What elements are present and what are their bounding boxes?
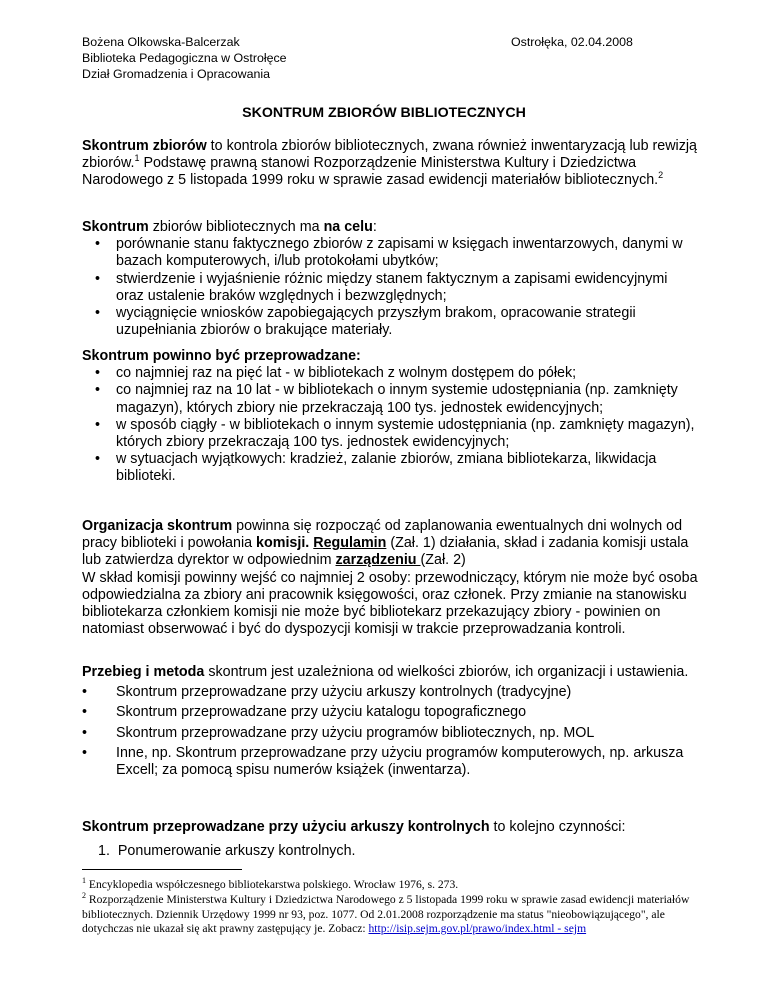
list-item: [82, 365, 698, 382]
zarzadzenie-link[interactable]: zarządzeniu: [335, 552, 421, 569]
method-section: [82, 664, 698, 782]
footnote-divider: [82, 869, 242, 870]
method-list: [82, 684, 698, 779]
list-item: [82, 305, 698, 339]
list-item: [82, 382, 698, 416]
goal-emphasis: na celu: [323, 219, 373, 235]
list-item-text: Skontrum przeprowadzane przy użyciu arkuszy kontrolnych (tradycyjne): [116, 684, 572, 701]
when-list: [82, 365, 698, 485]
bullet-icon: •: [82, 684, 88, 701]
list-item: [82, 745, 698, 779]
intro-text-1: to kontrola zbiorów bibliotecznych, zwana również inwentaryzacją lub rewizją zbiorów.: [82, 138, 697, 172]
footnote-ref-1[interactable]: 1: [134, 153, 140, 164]
goal-term: Skontrum: [82, 219, 149, 235]
list-item: [82, 417, 698, 451]
footnote-1: [82, 878, 702, 893]
bullet-icon: •: [95, 416, 101, 433]
method-text: skontrum jest uzależniona od wielkości zbiorów, ich organizacji i ustawienia.: [204, 664, 689, 680]
bullet-icon: •: [82, 704, 88, 721]
regulamin-link[interactable]: Regulamin: [313, 535, 387, 552]
list-item: [82, 843, 698, 860]
list-item-text: w sytuacjach wyjątkowych: kradzież, zalanie zbiorów, zmiana bibliotekarza, likwidacja biblioteki.: [116, 451, 657, 485]
list-item: [82, 271, 698, 305]
intro-term: Skontrum zbiorów: [82, 138, 207, 154]
list-item-text: stwierdzenie i wyjaśnienie różnic między stanem faktycznym a zapisami ewidencyjnymi oraz ustalenie braków względnych i bezwzględnych;: [116, 270, 668, 304]
footnote-ref-2[interactable]: 2: [658, 170, 664, 181]
bullet-icon: •: [95, 236, 101, 253]
method-term: Przebieg i metoda: [82, 664, 205, 680]
sender-block: [82, 34, 287, 82]
when-section: [82, 348, 698, 486]
goal-section: [82, 219, 698, 339]
steps-term: Skontrum przeprowadzane przy użyciu arkuszy kontrolnych: [82, 819, 490, 835]
list-item-text: co najmniej raz na pięć lat - w bibliotekach z wolnym dostępem do półek;: [116, 365, 577, 382]
sejm-link[interactable]: http://isip.sejm.gov.pl/prawo/index.html - sejm: [368, 922, 587, 936]
list-item-text: Skontrum przeprowadzane przy użyciu programów bibliotecznych, np. MOL: [116, 724, 595, 741]
author-name: Bożena Olkowska-Balcerzak: [82, 35, 240, 49]
bullet-icon: •: [95, 305, 101, 322]
steps-text: to kolejno czynności:: [489, 819, 626, 835]
org-term: Organizacja skontrum: [82, 518, 233, 534]
place-date: Ostrołęka, 02.04.2008: [511, 35, 633, 49]
intro-paragraph: [82, 138, 698, 190]
institution-name: Biblioteka Pedagogiczna w Ostrołęce: [82, 51, 287, 65]
org-paragraph-2: W skład komisji powinny wejść co najmniej 2 osoby: przewodniczący, którym nie może być osoba odpowiedzialna za zbiory ani pracownik księgowości, oraz członek. Przy zmianie na stanowisku bibliotekarza członkiem komisji nie może być bibliotekarz przekazujący zbiory - powinien on natomiast obserwować i być do dyspozycji komisji w trakcie przeprowadzania kontroli.: [82, 569, 698, 638]
footnote-text: Encyklopedia współczesnego bibliotekarstwa polskiego. Wrocław 1976, s. 273.: [86, 878, 459, 891]
list-item: [82, 684, 698, 701]
footnote-2: [82, 893, 702, 937]
list-item-text: Skontrum przeprowadzane przy użyciu katalogu topograficznego: [116, 704, 527, 721]
when-heading: Skontrum powinno być przeprowadzane:: [82, 348, 361, 364]
list-item: [82, 725, 698, 742]
department-name: Dział Gromadzenia i Opracowania: [82, 67, 271, 81]
goal-text-2: :: [372, 219, 377, 235]
bullet-icon: •: [82, 744, 88, 761]
list-item: [82, 236, 698, 270]
org-text-3: (Zał. 1) działania, skład i zadania komisji ustala lub zatwierdza dyrektor w odpowiednim: [82, 535, 689, 569]
list-item-text: porównanie stanu faktycznego zbiorów z zapisami w księgach inwentarzowych, danymi w bazach komputerowych, i/lub protokołami ubytków;: [116, 236, 683, 270]
list-item: [82, 704, 698, 721]
document-title: SKONTRUM ZBIORÓW BIBLIOTECZNYCH: [242, 105, 526, 121]
step-text: Ponumerowanie arkuszy kontrolnych.: [117, 843, 356, 860]
goal-list: [82, 236, 698, 339]
bullet-icon: •: [95, 365, 101, 382]
footnote-number: 1: [82, 876, 86, 886]
org-text-1: powinna się rozpocząć od zaplanowania ewentualnych dni wolnych od pracy biblioteki i powołania: [82, 518, 683, 552]
list-item-text: Inne, np. Skontrum przeprowadzane przy użyciu programów komputerowych, np. arkusza Excell; za pomocą spisu numerów książek (inwentarza).: [116, 744, 684, 779]
organization-section: [82, 518, 698, 638]
footnote-number: 2: [82, 891, 86, 901]
list-item-text: wyciągnięcie wniosków zapobiegających przyszłym brakom, opracowanie strategii uzupełniania zbiorów o brakujące materiały.: [116, 305, 636, 339]
org-commission: komisji.: [256, 535, 310, 552]
bullet-icon: •: [82, 724, 88, 741]
footnote-text: Rozporządzenie Ministerstwa Kultury i Dziedzictwa Narodowego z 5 listopada 1999 roku w sprawie zasad ewidencji materiałów bibliotecznych. Dziennik Urzędowy 1999 nr 93, poz. 1077. Od 2.01.2008 rozporządzenie ma status "nieobowiązującego", ale dotychczas nie ukazał się akt prawny zastępujący je. Zobacz:: [82, 893, 690, 936]
intro-text-2: Podstawę prawną stanowi Rozporządzenie Ministerstwa Kultury i Dziedzictwa Narodowego z 5 listopada 1999 roku w sprawie zasad ewidencji materiałów bibliotecznych.: [82, 155, 659, 189]
bullet-icon: •: [95, 270, 101, 287]
list-item: [82, 451, 698, 485]
goal-text-1: zbiorów bibliotecznych ma: [148, 219, 324, 235]
org-text-4: (Zał. 2): [420, 552, 466, 569]
bullet-icon: •: [95, 451, 101, 468]
list-item-text: w sposób ciągły - w bibliotekach o innym systemie udostępniania (np. zamknięty magazyn), których zbiory przekraczają 100 tys. jednostek ewidencyjnych;: [116, 416, 695, 451]
step-number: 1.: [98, 843, 110, 860]
steps-section: [82, 819, 698, 860]
bullet-icon: •: [95, 382, 101, 399]
list-item-text: co najmniej raz na 10 lat - w bibliotekach o innym systemie udostępniania (np. zamknięty magazyn), których zbiory nie przekraczają 100 tys. jednostek ewidencyjnych;: [116, 382, 678, 416]
